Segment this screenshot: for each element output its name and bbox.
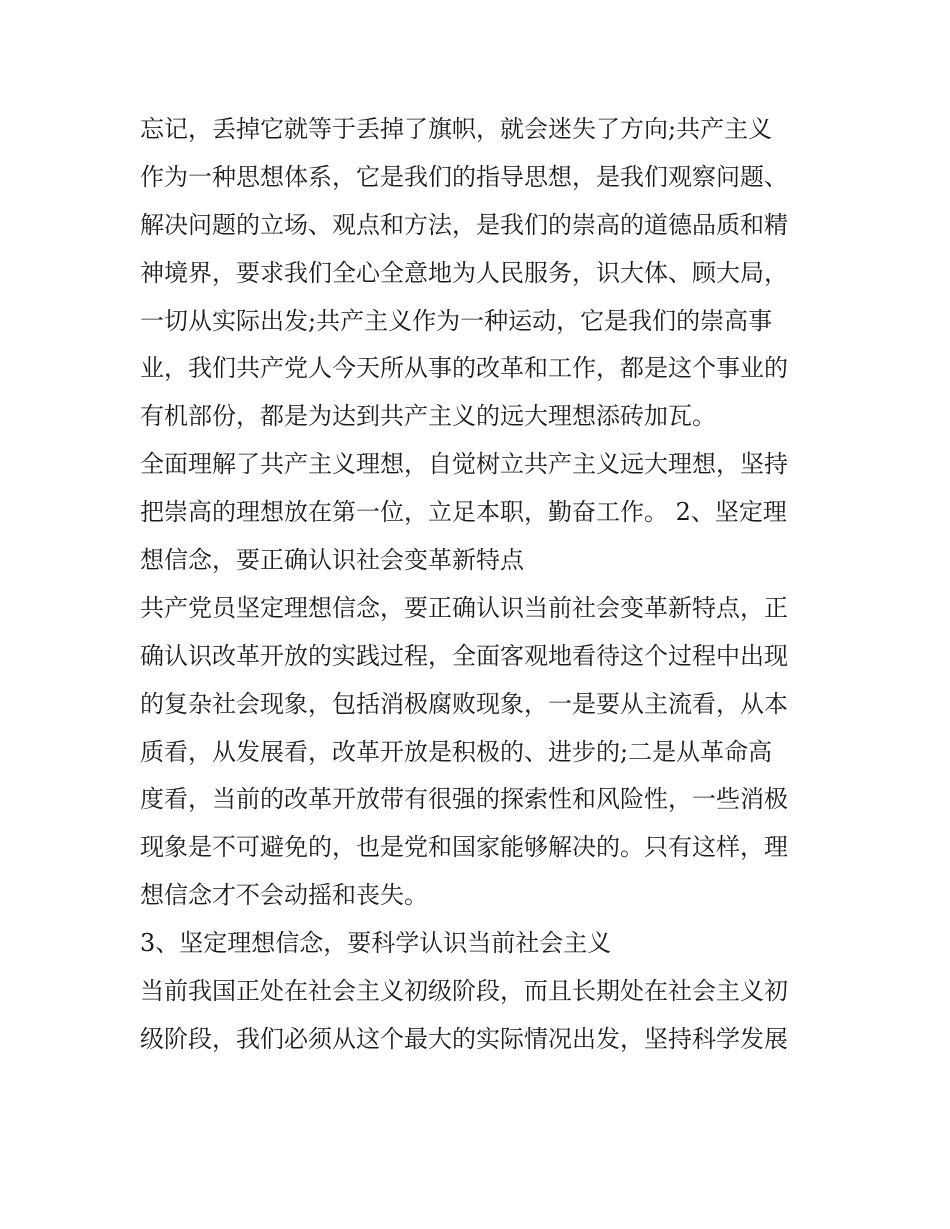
text-line: 现象是不可避免的，也是党和国家能够解决的。只有这样，理	[140, 833, 788, 862]
text-line: 当前我国正处在社会主义初级阶段，而且长期处在社会主义初	[140, 977, 788, 1006]
text-line: 全面理解了共产主义理想，自觉树立共产主义远大理想，坚持	[140, 450, 788, 479]
text-line: 级阶段，我们必须从这个最大的实际情况出发，坚持科学发展	[140, 1024, 788, 1053]
text-line: 解决问题的立场、观点和方法，是我们的崇高的道德品质和精	[140, 210, 788, 239]
text-line: 作为一种思想体系，它是我们的指导思想，是我们观察问题、	[140, 162, 788, 191]
text-line: 神境界，要求我们全心全意地为人民服务，识大体、顾大局，	[140, 258, 788, 287]
document-body	[140, 106, 820, 1064]
text-line: 共产党员坚定理想信念，要正确认识当前社会变革新特点，正	[140, 593, 788, 622]
text-line: 想信念，要正确认识社会变革新特点	[140, 546, 524, 575]
text-line: 有机部份，都是为达到共产主义的远大理想添砖加瓦。	[140, 402, 716, 431]
text-line: 一切从实际出发;共产主义作为一种运动，它是我们的崇高事	[140, 306, 773, 335]
text-line: 的复杂社会现象，包括消极腐败现象，一是要从主流看，从本	[140, 689, 788, 718]
text-line: 把崇高的理想放在第一位，立足本职，勤奋工作。 2、坚定理	[140, 498, 787, 527]
text-line: 忘记，丢掉它就等于丢掉了旗帜，就会迷失了方向;共产主义	[140, 115, 773, 143]
text-line: 业，我们共产党人今天所从事的改革和工作，都是这个事业的	[140, 354, 788, 383]
text-line: 度看，当前的改革开放带有很强的探索性和风险性，一些消极	[140, 785, 788, 814]
text-line: 质看，从发展看，改革开放是积极的、进步的;二是从革命高	[140, 737, 773, 766]
text-line: 3、坚定理想信念，要科学认识当前社会主义	[140, 929, 612, 958]
text-line: 想信念才不会动摇和丧失。	[140, 881, 428, 910]
text-line: 确认识改革开放的实践过程，全面客观地看待这个过程中出现	[140, 641, 788, 670]
